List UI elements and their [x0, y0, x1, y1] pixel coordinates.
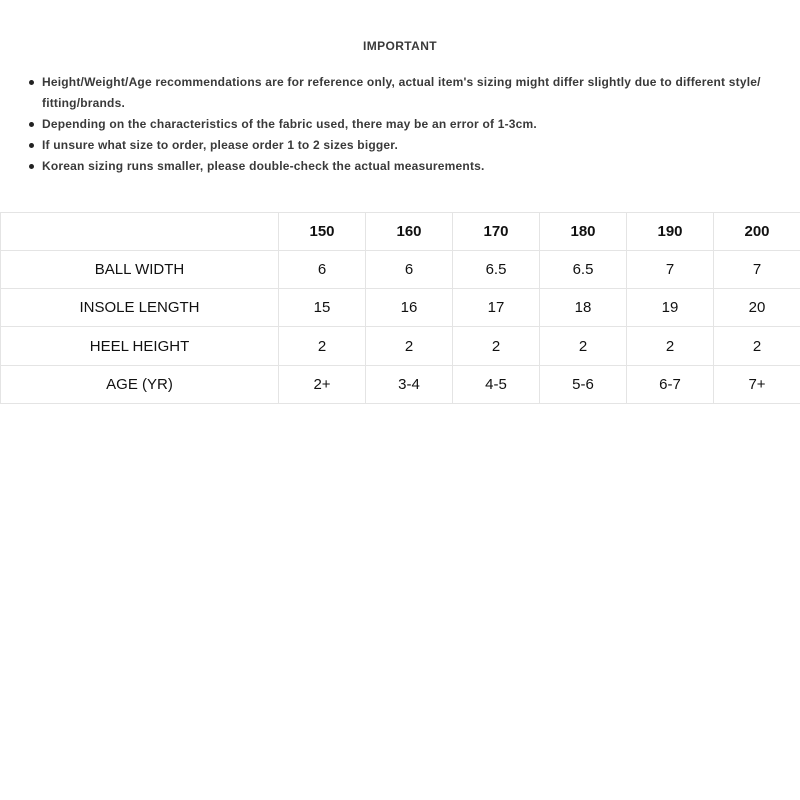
size-header-cell: 170 [453, 213, 540, 251]
notice-item [28, 135, 773, 156]
bullet-icon [29, 80, 34, 85]
table-cell: 6 [279, 251, 366, 289]
table-cell: 18 [540, 289, 627, 327]
size-chart-table [0, 212, 800, 404]
notice-text: Korean sizing runs smaller, please double-check the actual measurements. [42, 159, 485, 173]
table-cell: 2 [279, 327, 366, 366]
size-header-cell: 200 [714, 213, 800, 251]
table-cell: 2 [366, 327, 453, 366]
table-corner-cell [1, 213, 279, 251]
table-row [1, 327, 800, 366]
table-cell: 6.5 [453, 251, 540, 289]
size-header-cell: 180 [540, 213, 627, 251]
table-cell: 2+ [279, 366, 366, 404]
size-header-cell: 190 [627, 213, 714, 251]
bullet-icon [29, 122, 34, 127]
table-cell: 20 [714, 289, 800, 327]
notice-item [28, 156, 773, 177]
table-header-row [1, 213, 800, 251]
table-cell: 2 [453, 327, 540, 366]
table-cell: 19 [627, 289, 714, 327]
table-cell: 6.5 [540, 251, 627, 289]
notice-text: Height/Weight/Age recommendations are for reference only, actual item's sizing might differ slightly due to different style/ fitting/brands. [42, 75, 761, 110]
table-cell: 7+ [714, 366, 800, 404]
table-row [1, 366, 800, 404]
notice-item [28, 114, 773, 135]
table-cell: 4-5 [453, 366, 540, 404]
bullet-icon [29, 164, 34, 169]
table-cell: 15 [279, 289, 366, 327]
table-cell: 5-6 [540, 366, 627, 404]
size-header-cell: 150 [279, 213, 366, 251]
size-header-cell: 160 [366, 213, 453, 251]
table-cell: 6-7 [627, 366, 714, 404]
notice-list [28, 72, 773, 177]
table-cell: 17 [453, 289, 540, 327]
table-cell: 16 [366, 289, 453, 327]
notice-text: If unsure what size to order, please order 1 to 2 sizes bigger. [42, 138, 399, 152]
table-cell: 2 [540, 327, 627, 366]
row-label-heel-height: HEEL HEIGHT [1, 327, 279, 366]
table-row [1, 251, 800, 289]
row-label-insole-length: INSOLE LENGTH [1, 289, 279, 327]
notice-item [28, 72, 773, 114]
row-label-age: AGE (YR) [1, 366, 279, 404]
table-cell: 3-4 [366, 366, 453, 404]
table-cell: 7 [627, 251, 714, 289]
table-cell: 2 [714, 327, 800, 366]
table-cell: 2 [627, 327, 714, 366]
notice-title: IMPORTANT [362, 39, 438, 53]
bullet-icon [29, 143, 34, 148]
notice-text: Depending on the characteristics of the fabric used, there may be an error of 1-3cm. [42, 117, 537, 131]
table-cell: 6 [366, 251, 453, 289]
table-row [1, 289, 800, 327]
table-cell: 7 [714, 251, 800, 289]
row-label-ball-width: BALL WIDTH [1, 251, 279, 289]
